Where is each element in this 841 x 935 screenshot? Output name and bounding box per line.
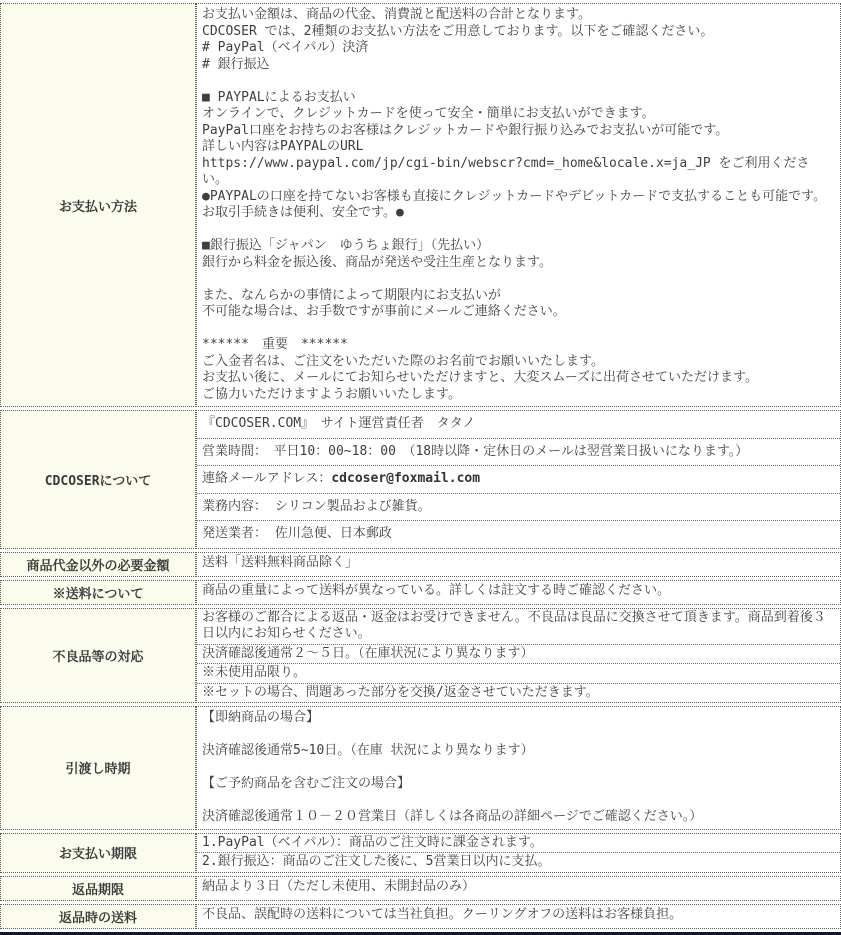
text-line: 銀行から料金を振込後、商品が発送や受注生産となります。 (202, 254, 552, 270)
text-line (202, 222, 835, 239)
table-row (0, 608, 841, 704)
content-block (197, 707, 840, 829)
section-content (196, 580, 841, 605)
section-content (196, 410, 841, 549)
text-line: ※未使用品限り。 (202, 665, 307, 680)
text-line: 『CDCOSER.COM』 サイト運営責任者 タタノ (202, 416, 476, 431)
section-header: 商品代金以外の必要金額 (0, 552, 196, 577)
text-line: 送料「送料無料商品除く」 (202, 554, 359, 570)
text-line: ●PAYPALの口座を持てないお客様も直接にクレジットカードやデビットカードで支払することも可能です。 (202, 188, 827, 204)
text-line (202, 760, 835, 777)
section-header: お支払い期限 (0, 833, 196, 873)
text-line (202, 73, 835, 90)
text-line: 【ご予約商品を含むご注文の場合】 (202, 776, 411, 791)
table-row (0, 706, 841, 830)
text-line: ■銀行振込「ジャパン ゆうちょ銀行」（先払い） (202, 238, 490, 253)
text-line: お客様のご都合による返品・返金はお受けできません。不良品は良品に交換させて頂きます。商品到着後３日以内にお知らせください。 (202, 609, 826, 641)
contact-email-label: 連絡メールアドレス： (202, 471, 332, 486)
table-row (0, 580, 841, 605)
text-line: 【即納商品の場合】 (202, 710, 320, 725)
text-line: オンラインで、クレジットカードを使って安全・簡単にお支払いができます。 (202, 106, 655, 121)
email-address: cdcoser@foxmail.com (331, 471, 481, 486)
text-line: https://www.paypal.com/jp/cgi-bin/webscr?cmd=_home&locale.x=ja_JP をご利用ください。 (202, 155, 810, 187)
content-block (197, 465, 840, 493)
content-block (197, 644, 840, 664)
text-line: お取引手続きは便利、安全です。● (202, 205, 404, 220)
text-line: お支払い金額は、商品の代金、消費説と配送料の合計となります。 (202, 7, 591, 22)
text-line: また、なんらかの事情によって期限内にお支払いが (202, 287, 502, 303)
section-content (196, 552, 841, 577)
text-line: # 銀行振込 (202, 56, 270, 72)
text-line: 決済確認後通常１０－２０営業日（詳しくは各商品の詳細ページでご確認ください。） (202, 809, 703, 824)
section-content (196, 3, 841, 407)
text-line: CDCOSER では、2種類のお支払い方法をご用意しております。以下をご確認ください。 (202, 23, 714, 39)
section-header: ※送料について (0, 580, 196, 605)
content-block (197, 553, 840, 574)
text-line: PayPal口座をお持ちのお客様はクレジットカードや銀行振り込みでお支払いが可能です。 (202, 122, 729, 138)
text-line: 詳しい内容はPAYPALのURL (202, 139, 364, 154)
text-line: 決済確認後通常5~10日。（在庫 状況により異なります） (202, 743, 534, 758)
text-line: 納品より３日（ただし未使用、未開封品のみ） (202, 878, 476, 894)
section-header: 返品時の送料 (0, 904, 196, 929)
text-line (202, 271, 835, 288)
section-content (196, 833, 841, 873)
text-line: 業務内容： シリコン製品および雑貨。 (202, 498, 431, 514)
text-line (202, 321, 835, 338)
text-line: ****** 重要 ****** (202, 337, 348, 352)
content-block (197, 581, 840, 602)
content-block (197, 411, 840, 438)
text-line: 決済確認後通常２～５日。（在庫状況により異なります） (202, 645, 534, 661)
content-block (197, 905, 840, 926)
section-header: 引渡し時期 (0, 706, 196, 830)
content-block (197, 834, 840, 853)
section-content (196, 876, 841, 901)
table-row (0, 410, 841, 549)
content-block (197, 683, 840, 703)
text-line: # PayPal（ベイパル）決済 (202, 40, 369, 55)
content-block (197, 520, 840, 548)
text-line: ご入金者名は、ご注文をいただいた際のお名前でお願いいたします。 (202, 353, 604, 369)
text-line: お支払い後に、メールにてお知らせいただけますと、大変スムーズに出荷させていただけます。 (202, 370, 759, 385)
text-line: ※セットの場合、問題あった部分を交換/返金させていただきます。 (202, 684, 599, 700)
text-line: 不可能な場合は、お手数ですが事前にメールご連絡ください。 (202, 304, 566, 319)
content-block (197, 877, 840, 898)
section-header: 不良品等の対応 (0, 608, 196, 704)
content-block (197, 4, 840, 406)
text-line (202, 727, 835, 744)
text-line: 2.銀行振込：商品のご注文した後に、5営業日以内に支払。 (202, 854, 551, 869)
table-row (0, 904, 841, 929)
text-line (202, 793, 835, 810)
section-content (196, 706, 841, 830)
table-row (0, 833, 841, 873)
table-row (0, 876, 841, 901)
section-header: お支払い方法 (0, 3, 196, 407)
section-header: CDCOSERについて (0, 410, 196, 549)
content-block (197, 493, 840, 521)
section-content (196, 904, 841, 929)
content-block (197, 609, 840, 644)
section-content (196, 608, 841, 704)
text-line: ご協力いただけますようお願いいたします。 (202, 386, 461, 402)
text-line: 不良品、誤配時の送料については当社負担。クーリングオフの送料はお客様負担。 (202, 906, 683, 922)
table-body (0, 3, 841, 929)
text-line: 発送業者： 佐川急便、日本郵政 (202, 526, 392, 541)
text-line: 1.PayPal（ベイパル）：商品のご注文時に課金されます。 (202, 834, 543, 850)
text-line: ■ PAYPALによるお支払い (202, 89, 356, 105)
table-row (0, 552, 841, 577)
content-block (197, 852, 840, 872)
table-row (0, 3, 841, 407)
contact-email-line (202, 471, 835, 488)
content-block (197, 663, 840, 683)
text-line: 商品の重量によって送料が異なっている。詳しくは註文する時ご確認ください。 (202, 582, 671, 598)
text-line: 営業時間： 平日10：00~18：00 （18時以降・定休日のメールは翌営業日扱いになります。） (202, 443, 749, 459)
section-header: 返品期限 (0, 876, 196, 901)
content-block (197, 438, 840, 466)
